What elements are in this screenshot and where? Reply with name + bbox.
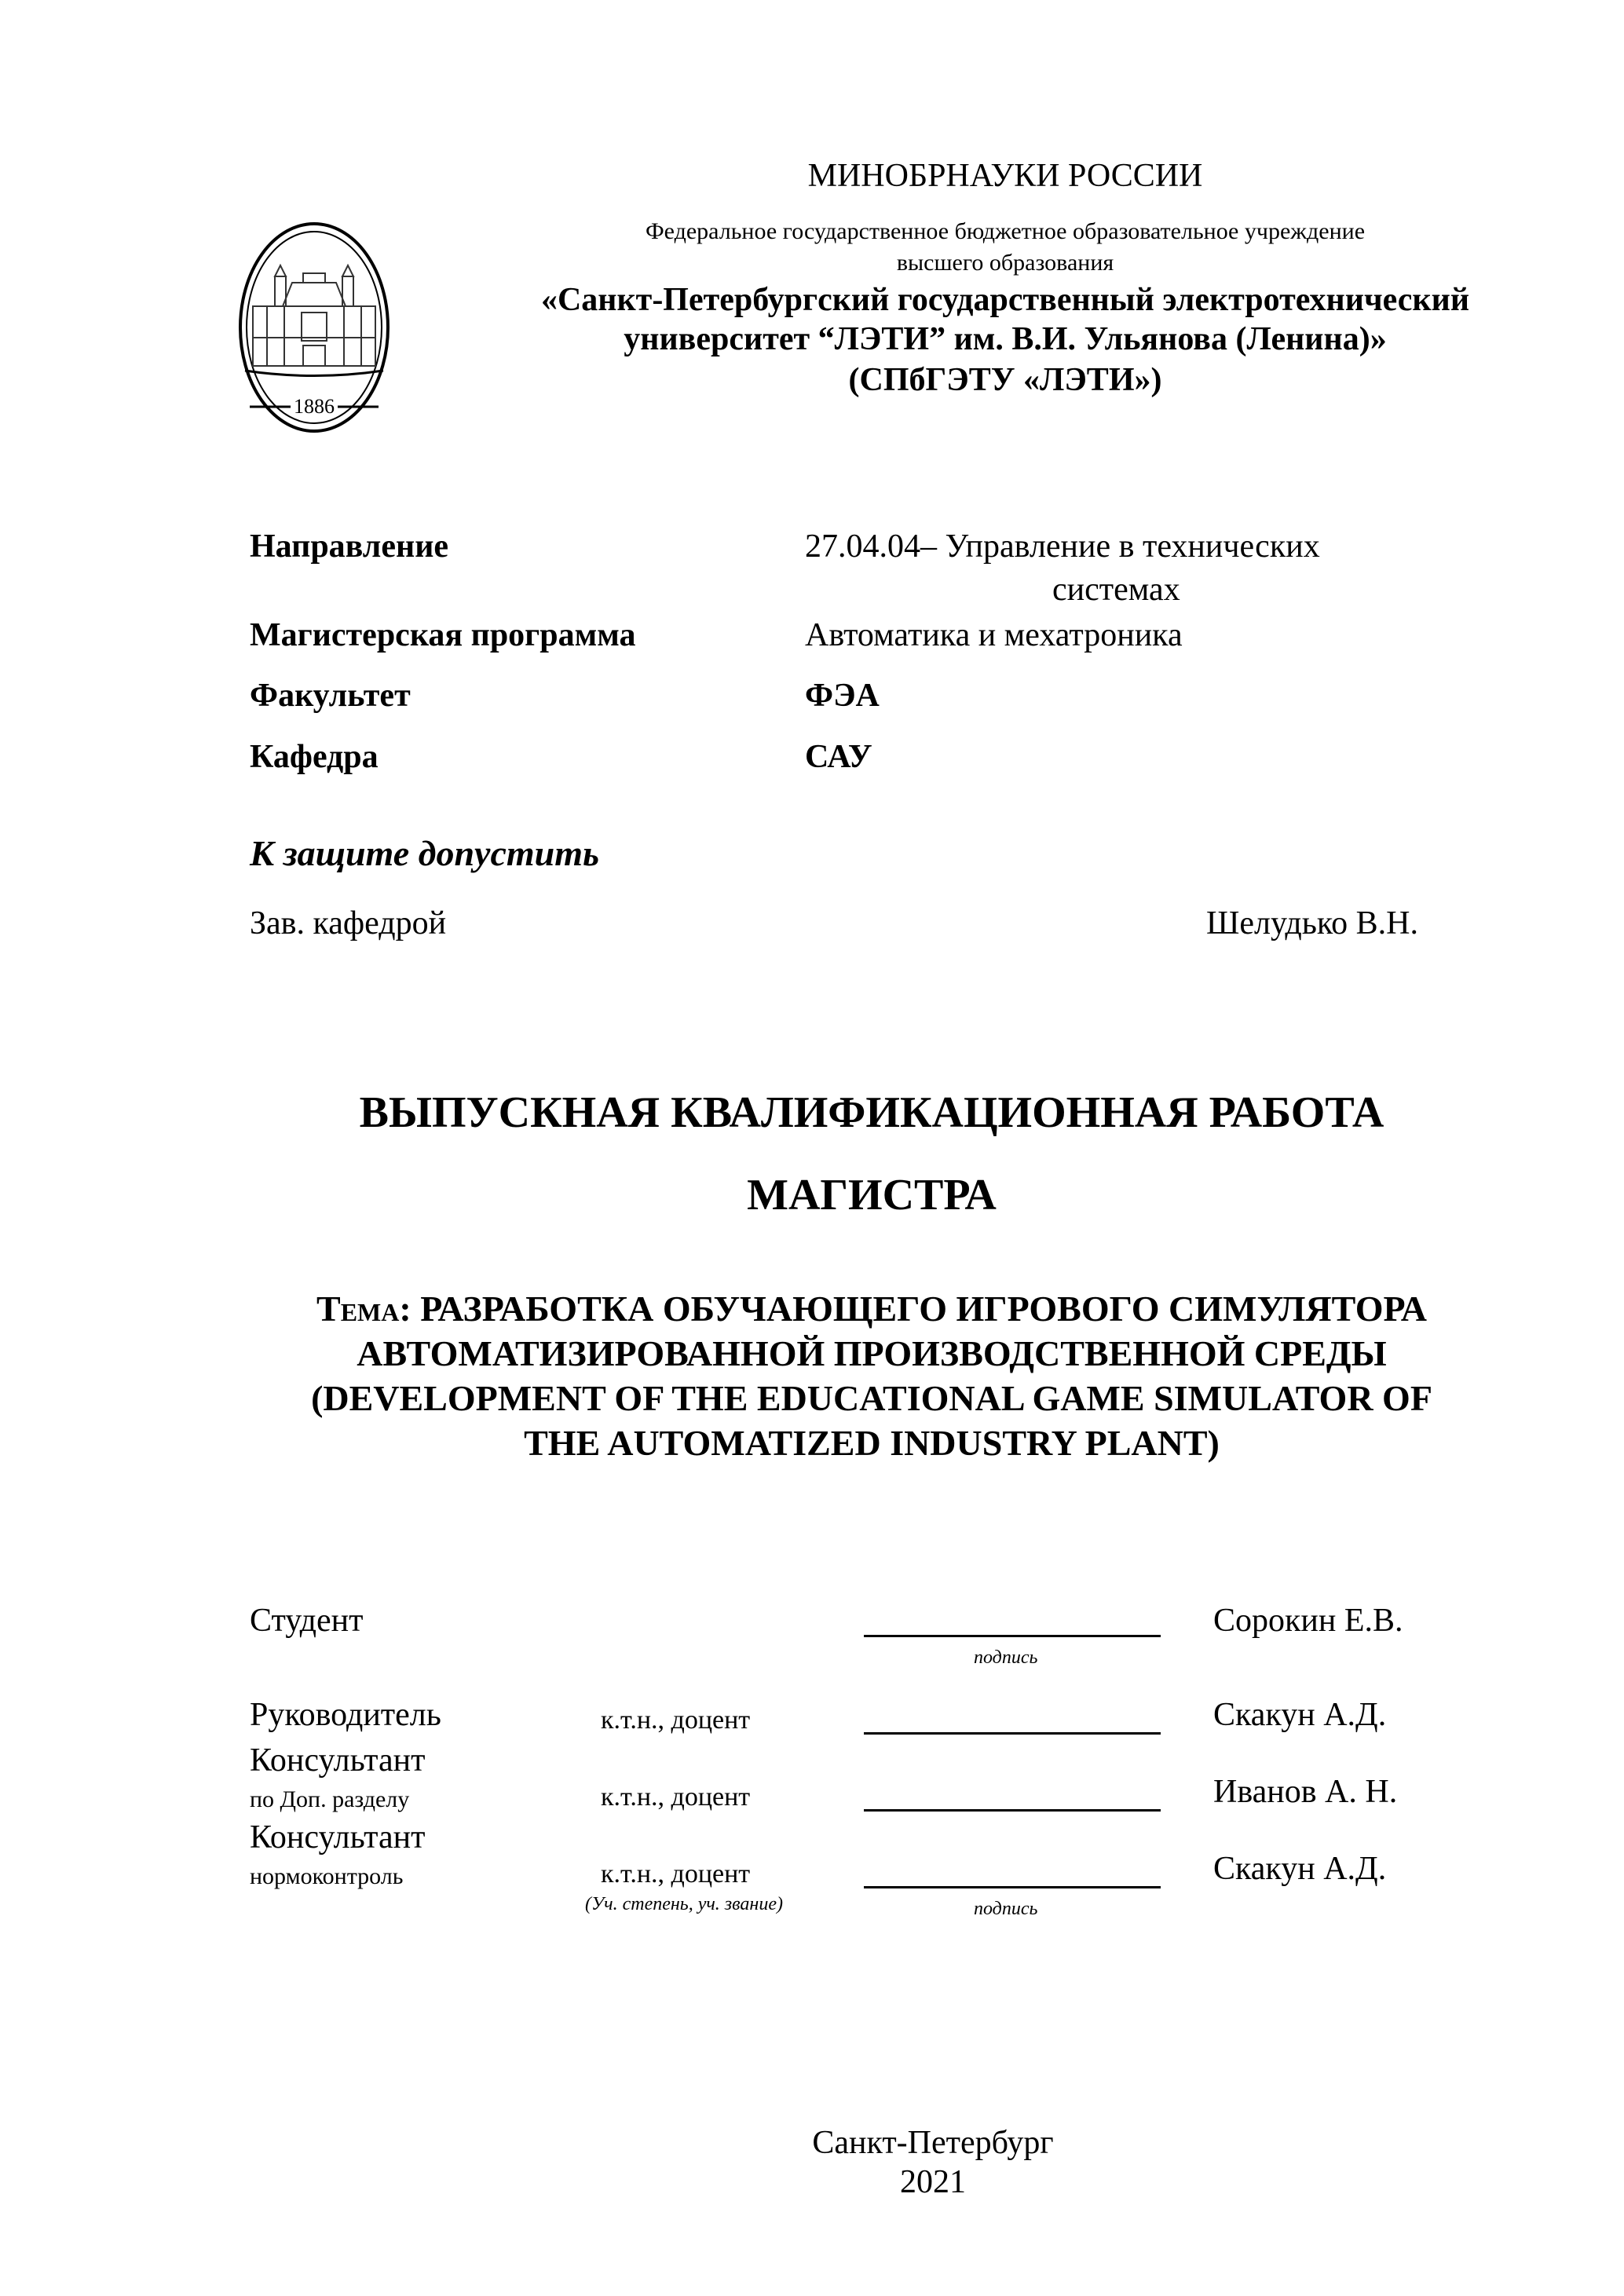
field-value-direction: 27.04.04– Управление в технических — [805, 528, 1320, 565]
signature-line-student — [864, 1635, 1161, 1637]
signature-line-supervisor — [864, 1732, 1161, 1735]
svg-text:1886: 1886 — [294, 395, 335, 418]
field-label-program: Магистерская программа — [250, 617, 636, 653]
field-value-program: Автоматика и мехатроника — [805, 617, 1183, 653]
signature-caption-bottom: подпись — [974, 1899, 1038, 1919]
field-value-faculty: ФЭА — [805, 678, 880, 714]
signature-caption: подпись — [974, 1647, 1038, 1668]
university-emblem-icon — [236, 220, 393, 436]
institution-type-line2: высшего образования — [896, 250, 1114, 276]
admission-heading: К защите допустить — [250, 833, 600, 873]
signature-name-consultant-norm: Скакун А.Д. — [1213, 1851, 1387, 1887]
signature-role-supervisor: Руководитель — [250, 1697, 441, 1733]
signature-role-consultant-extra: Консультант — [250, 1742, 426, 1779]
signature-line-consultant-extra — [864, 1809, 1161, 1812]
field-label-faculty: Факультет — [250, 678, 411, 714]
field-label-department: Кафедра — [250, 739, 379, 775]
signature-role-consultant-norm: Консультант — [250, 1819, 426, 1855]
work-title-line1: ВЫПУСКНАЯ КВАЛИФИКАЦИОННАЯ РАБОТА — [359, 1088, 1384, 1137]
topic-line2: АВТОМАТИЗИРОВАННОЙ ПРОИЗВОДСТВЕННОЙ СРЕДЫ — [357, 1333, 1387, 1373]
signature-name-consultant-extra: Иванов А. Н. — [1213, 1774, 1398, 1810]
topic-line4: THE AUTOMATIZED INDUSTRY PLANT) — [524, 1423, 1220, 1463]
signature-name-supervisor: Скакун А.Д. — [1213, 1697, 1387, 1733]
field-value-department: САУ — [805, 739, 872, 775]
university-name-line2: университет “ЛЭТИ” им. В.И. Ульянова (Ленина)» — [624, 321, 1387, 357]
topic-prefix: Тема: — [316, 1289, 411, 1329]
signature-sub-consultant-norm: нормоконтроль — [250, 1863, 404, 1889]
degree-caption: (Уч. степень, уч. звание) — [585, 1894, 783, 1914]
head-of-department-name: Шелудько В.Н. — [1206, 905, 1418, 941]
topic-text-line1: РАЗРАБОТКА ОБУЧАЮЩЕГО ИГРОВОГО СИМУЛЯТОРА — [420, 1289, 1427, 1329]
field-value-direction-cont: системах — [1052, 572, 1180, 608]
footer-year: 2021 — [900, 2164, 966, 2200]
topic-line1 — [0, 1288, 1624, 1329]
signature-line-consultant-norm — [864, 1886, 1161, 1888]
signature-sub-consultant-extra: по Доп. разделу — [250, 1786, 410, 1812]
university-name-line1: «Санкт-Петербургский государственный электротехнический — [540, 282, 1470, 318]
head-of-department-label: Зав. кафедрой — [250, 905, 447, 941]
ministry-heading: МИНОБРНАУКИ РОССИИ — [807, 158, 1203, 194]
work-title-line2: МАГИСТРА — [747, 1171, 997, 1219]
signature-degree-supervisor: к.т.н., доцент — [601, 1706, 751, 1735]
topic-line3: (DEVELOPMENT OF THE EDUCATIONAL GAME SIMULATOR OF — [311, 1378, 1432, 1418]
footer-city: Санкт-Петербург — [812, 2125, 1054, 2161]
institution-type-line1: Федеральное государственное бюджетное образовательное учреждение — [645, 218, 1366, 244]
signature-degree-consultant-norm: к.т.н., доцент — [601, 1859, 751, 1888]
signature-role-student: Студент — [250, 1603, 364, 1639]
signature-degree-consultant-extra: к.т.н., доцент — [601, 1782, 751, 1812]
signature-name-student: Сорокин Е.В. — [1213, 1603, 1403, 1639]
field-label-direction: Направление — [250, 528, 449, 565]
university-short-name: (СПбГЭТУ «ЛЭТИ») — [848, 362, 1162, 398]
